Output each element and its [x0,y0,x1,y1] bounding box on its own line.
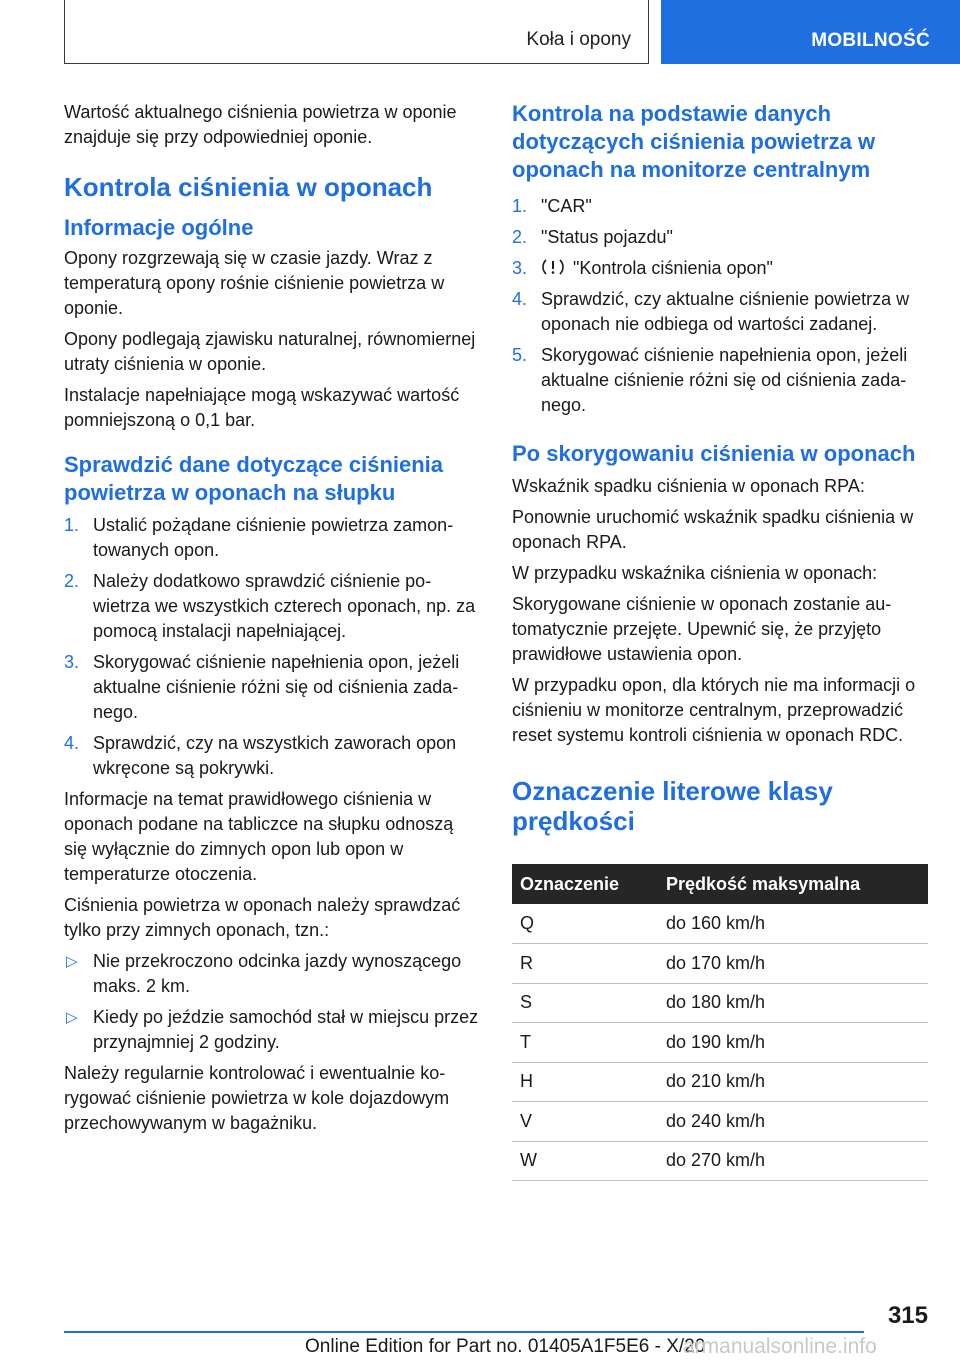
table-row [512,1023,928,1063]
list-item [64,569,480,644]
table-cell: V [512,1102,658,1142]
intro-paragraph: Wartość aktualnego ciśnienia powietrza w oponie znajduje się przy odpowiedniej oponie. [64,102,457,147]
heading-general-info: Informacje ogólne [64,215,254,240]
step-number: 3. [64,652,80,672]
spare-wheel-paragraph: Należy regularnie kontrolować i ewentualnie korygować ciśnienie powietrza w kole dojazdowym przechowywanym w bagażniku. [64,1063,450,1133]
triangle-bullet-icon: ▷ [66,953,78,970]
table-cell: do 190 km/h [658,1023,928,1063]
speed-class-table [512,864,928,1181]
general-paragraph: Instalacje napełniające mogą wskazywać wartość pomniejszoną o 0,1 bar. [64,385,460,430]
header-section-box [64,0,649,64]
table-row [512,904,928,944]
table-cell: W [512,1141,658,1181]
list-item [512,287,930,337]
right-column [512,100,930,1181]
after-paragraph: Wskaźnik spadku ciśnienia w oponach RPA: [512,476,865,496]
table-cell: do 270 km/h [658,1141,928,1181]
list-item [512,343,930,418]
general-paragraph: Opony rozgrzewają się w czasie jazdy. Wraz z temperaturą opony rośnie ciśnienie powietrza w oponie. [64,248,445,318]
step-number: 3. [512,258,528,278]
step-text: Ustalić pożądane ciśnienie powietrza zamontowanych opon. [93,515,454,560]
conditions-list [64,949,480,1055]
table-row [512,1062,928,1102]
table-cell: do 210 km/h [658,1062,928,1102]
table-cell: do 160 km/h [658,904,928,944]
column-header: Oznaczenie [512,864,658,904]
footer-edition: Online Edition for Part no. 01405A1F5E6 - X/20 [305,1336,706,1357]
step-number: 5. [512,345,528,365]
list-item [64,650,480,725]
heading-check-pillar-data: Sprawdzić dane dotyczące ciśnienia powietrza w oponach na słupku [64,452,444,505]
step-number: 1. [512,196,528,216]
step-number: 4. [512,289,528,309]
left-column [64,100,480,1142]
footer-divider [64,1331,864,1333]
watermark: armanualsonline.info [683,1335,877,1358]
step-text: "Status pojazdu" [541,227,673,247]
step-text: Skorygować ciśnienie napełnienia opon, jeżeli aktualne ciśnienie różni się od ciśnienia zadanego. [93,652,460,722]
table-cell: H [512,1062,658,1102]
list-item [512,256,930,281]
list-item [512,194,930,219]
heading-monitor-check: Kontrola na podstawie danych dotyczących ciśnienia powietrza w oponach na monitorze centralnym [512,101,876,182]
after-paragraph: W przypadku opon, dla których nie ma informacji o ciśnieniu w monitorze centralnym, przeprowadzić reset systemu kontroli ciśnienia w oponach RDC. [512,675,916,745]
table-row [512,983,928,1023]
cold-tires-paragraph: Ciśnienia powietrza w oponach należy sprawdzać tylko przy zimnych oponach, tzn.: [64,895,461,940]
table-cell: R [512,944,658,984]
after-paragraph: W przypadku wskaźnika ciśnienia w oponach: [512,563,878,583]
after-paragraph: Skorygowane ciśnienie w oponach zostanie automatycznie przejęte. Upewnić się, że przyjęto prawidłowe ustawienia opon. [512,594,892,664]
table-cell: S [512,983,658,1023]
step-number: 4. [64,733,80,753]
monitor-steps-list [512,194,930,418]
header-section-title: Koła i opony [526,29,631,50]
after-paragraph: Ponownie uruchomić wskaźnik spadku ciśnienia w oponach RPA. [512,507,914,552]
column-header: Prędkość maksymalna [658,864,928,904]
step-number: 1. [64,515,80,535]
table-cell: do 170 km/h [658,944,928,984]
page-number: 315 [887,1302,928,1329]
table-cell: do 180 km/h [658,983,928,1023]
condition-text: Kiedy po jeździe samochód stał w miejscu przez przynajmniej 2 godziny. [93,1007,479,1052]
list-item [64,513,480,563]
step-text: "Kontrola ciśnienia opon" [573,258,773,278]
step-number: 2. [64,571,80,591]
info-paragraph: Informacje na temat prawidłowego ciśnienia w oponach podane na tabliczce na słupku odnoszą się wyłącznie do zimnych opon lub opon w temperaturze otoczenia. [64,789,454,884]
table-row [512,944,928,984]
general-paragraph: Opony podlegają zjawisku naturalnej, równomiernej utraty ciśnienia w oponie. [64,329,476,374]
heading-after-correction: Po skorygowaniu ciśnienia w oponach [512,441,916,466]
heading-speed-class: Oznaczenie literowe klasy prędkości [512,776,833,836]
list-item [64,731,480,781]
table-row [512,1141,928,1181]
list-item [64,1005,480,1055]
header-chapter-title: MOBILNOŚĆ [811,30,930,51]
step-text: Skorygować ciśnienie napełnienia opon, jeżeli aktualne ciśnienie różni się od ciśnienia zadanego. [541,345,908,415]
step-text: Sprawdzić, czy aktualne ciśnienie powietrza w oponach nie odbiega od wartości zadanej. [541,289,910,334]
header-chapter-tab [661,0,960,64]
table-row [512,1102,928,1142]
step-number: 2. [512,227,528,247]
heading-tire-pressure-check: Kontrola ciśnienia w oponach [64,172,433,202]
table-cell: T [512,1023,658,1063]
list-item [64,949,480,999]
triangle-bullet-icon: ▷ [66,1009,78,1026]
condition-text: Nie przekroczono odcinka jazdy wynoszącego maks. 2 km. [93,951,462,996]
table-cell: do 240 km/h [658,1102,928,1142]
step-text: Należy dodatkowo sprawdzić ciśnienie powietrza we wszystkich czterech oponach, np. za pomocą instalacji napełniającej. [93,571,476,641]
check-steps-list [64,513,480,781]
tire-pressure-warning-icon [541,257,565,277]
table-cell: Q [512,904,658,944]
step-text: "CAR" [541,196,592,216]
table-header-row [512,864,928,904]
list-item [512,225,930,250]
step-text: Sprawdzić, czy na wszystkich zaworach opon wkręcone są pokrywki. [93,733,457,778]
